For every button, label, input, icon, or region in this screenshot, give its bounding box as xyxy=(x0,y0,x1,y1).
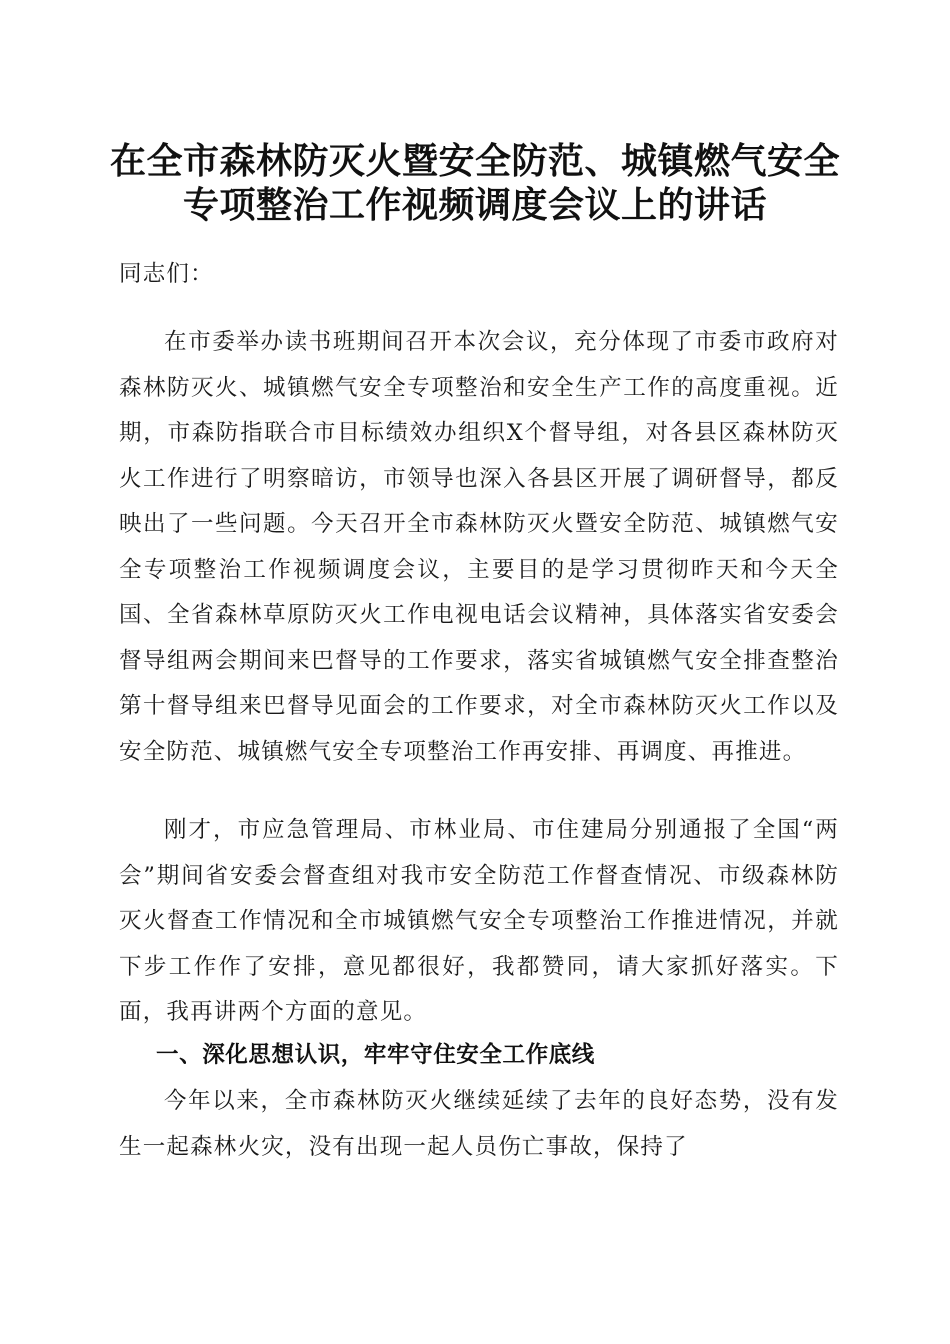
body-paragraph-1: 在市委举办读书班期间召开本次会议，充分体现了市委市政府对森林防灭火、城镇燃气安全专项整治和安全生产工作的高度重视。近期，市森防指联合市目标绩效办组织X个督导组，对各县区森林防灭火工作进行了明察暗访，市领导也深入各县区开展了调研督导，都反映出了一些问题。今天召开全市森林防灭火暨安全防范、城镇燃气安全专项整治工作视频调度会议，主要目的是学习贯彻昨天和今天全国、全省森林草原防灭火工作电视电话会议精神，具体落实省安委会督导组两会期间来巴督导的工作要求，落实省城镇燃气安全排查整治第十督导组来巴督导见面会的工作要求，对全市森林防灭火工作以及安全防范、城镇燃气安全专项整治工作再安排、再调度、再推进。 xyxy=(119,329,839,765)
document-title-line-1: 在全市森林防灭火暨安全防范、城镇燃气安全 xyxy=(109,141,840,182)
section-paragraph: 今年以来，全市森林防灭火继续延续了去年的良好态势，没有发生一起森林火灾，没有出现一起人员伤亡事故，保持了 xyxy=(119,1088,839,1160)
document-title-line-2: 专项整治工作视频调度会议上的讲话 xyxy=(182,185,767,226)
section-heading: 一、深化思想认识，牢牢守住安全工作底线 xyxy=(156,1042,595,1068)
body-paragraph-2: 刚才，市应急管理局、市林业局、市住建局分别通报了全国“两会”期间省安委会督查组对我市安全防范工作督查情况、市级森林防灭火督查工作情况和全市城镇燃气安全专项整治工作推进情况，并就下步工作作了安排，意见都很好，我都赞同，请大家抓好落实。下面，我再讲两个方面的意见。 xyxy=(119,817,839,1025)
salutation: 同志们： xyxy=(119,261,214,287)
